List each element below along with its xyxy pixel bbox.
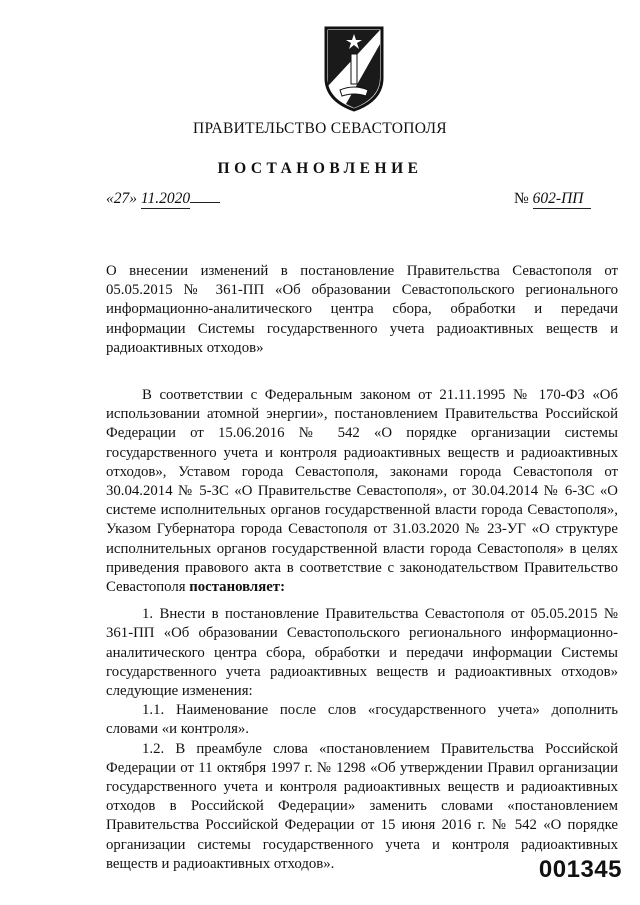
item-1-1: 1.1. Наименование после слов «государственного учета» дополнить словами «и контроля». bbox=[106, 702, 618, 738]
number-value: 602-ПП bbox=[533, 190, 591, 209]
document-type-heading: ПОСТАНОВЛЕНИЕ bbox=[217, 160, 423, 177]
date-quote-close: » bbox=[129, 190, 137, 207]
sevastopol-coat-of-arms-emblem bbox=[322, 24, 386, 114]
resolves-word: постановляет: bbox=[189, 579, 285, 596]
serial-number-stamp: 001345 bbox=[538, 856, 622, 883]
preamble-paragraph bbox=[106, 386, 618, 597]
date-day: 27 bbox=[113, 190, 130, 207]
date-underline bbox=[190, 202, 220, 203]
date-quote-open: « bbox=[106, 190, 114, 207]
organization-title: ПРАВИТЕЛЬСТВО СЕВАСТОПОЛЯ bbox=[193, 120, 447, 137]
number-label: № bbox=[514, 190, 529, 207]
item-1: 1. Внести в постановление Правительства Севастополя от 05.05.2015 № 361-ПП «Об образовании Севастопольского регионального информационно-аналитического центра сбора, обработки и передачи информации Системы государственного учета радиоактивных веществ и радиоактивных отходов» следующие изменения: bbox=[106, 606, 618, 700]
date-month-year: 11.2020 bbox=[140, 190, 191, 207]
document-body bbox=[106, 386, 618, 874]
preamble-text: В соответствии с Федеральным законом от 21.11.1995 № 170-ФЗ «Об использовании атомной энергии», постановлением Правительства Российской Федерации от 15.06.2016 № 542 «О порядке организации системы государственного учета и контроля радиоактивных веществ и радиоактивных отходов», Уставом города Севастополя, законами города Севастополя от 30.04.2014 № 5-ЗС «О Правительстве Севастополя», от 30.04.2014 № 6-ЗС «О системе исполнительных органов государственной власти города Севастополя», Указом Губернатора города Севастополя от 31.03.2020 № 23-УГ «О структуре исполнительных органов государственной власти города Севастополя» в целях приведения правового акта в соответствие с законодательством Правительство Севастополя bbox=[106, 387, 618, 596]
document-number bbox=[514, 190, 591, 209]
document-date bbox=[106, 190, 220, 209]
document-subject: О внесении изменений в постановление Правительства Севастополя от 05.05.2015 № 361-ПП «Об образовании Севастопольского регионального информационно-аналитического центра сбора, обработки и передачи информации Системы государственного учета радиоактивных веществ и радиоактивных отходов» bbox=[106, 263, 618, 356]
item-1-2: 1.2. В преамбуле слова «постановлением Правительства Российской Федерации от 11 октября 1997 г. № 1298 «Об утверждении Правил организации государственного учета и контроля радиоактивных веществ и радиоактивных отходов в Российской Федерации» заменить словами «постановлением Правительства Российской Федерации от 15 июня 2016 г. № 542 «О порядке организации системы государственного учета и контроля радиоактивных веществ и радиоактивных отходов». bbox=[106, 740, 618, 872]
